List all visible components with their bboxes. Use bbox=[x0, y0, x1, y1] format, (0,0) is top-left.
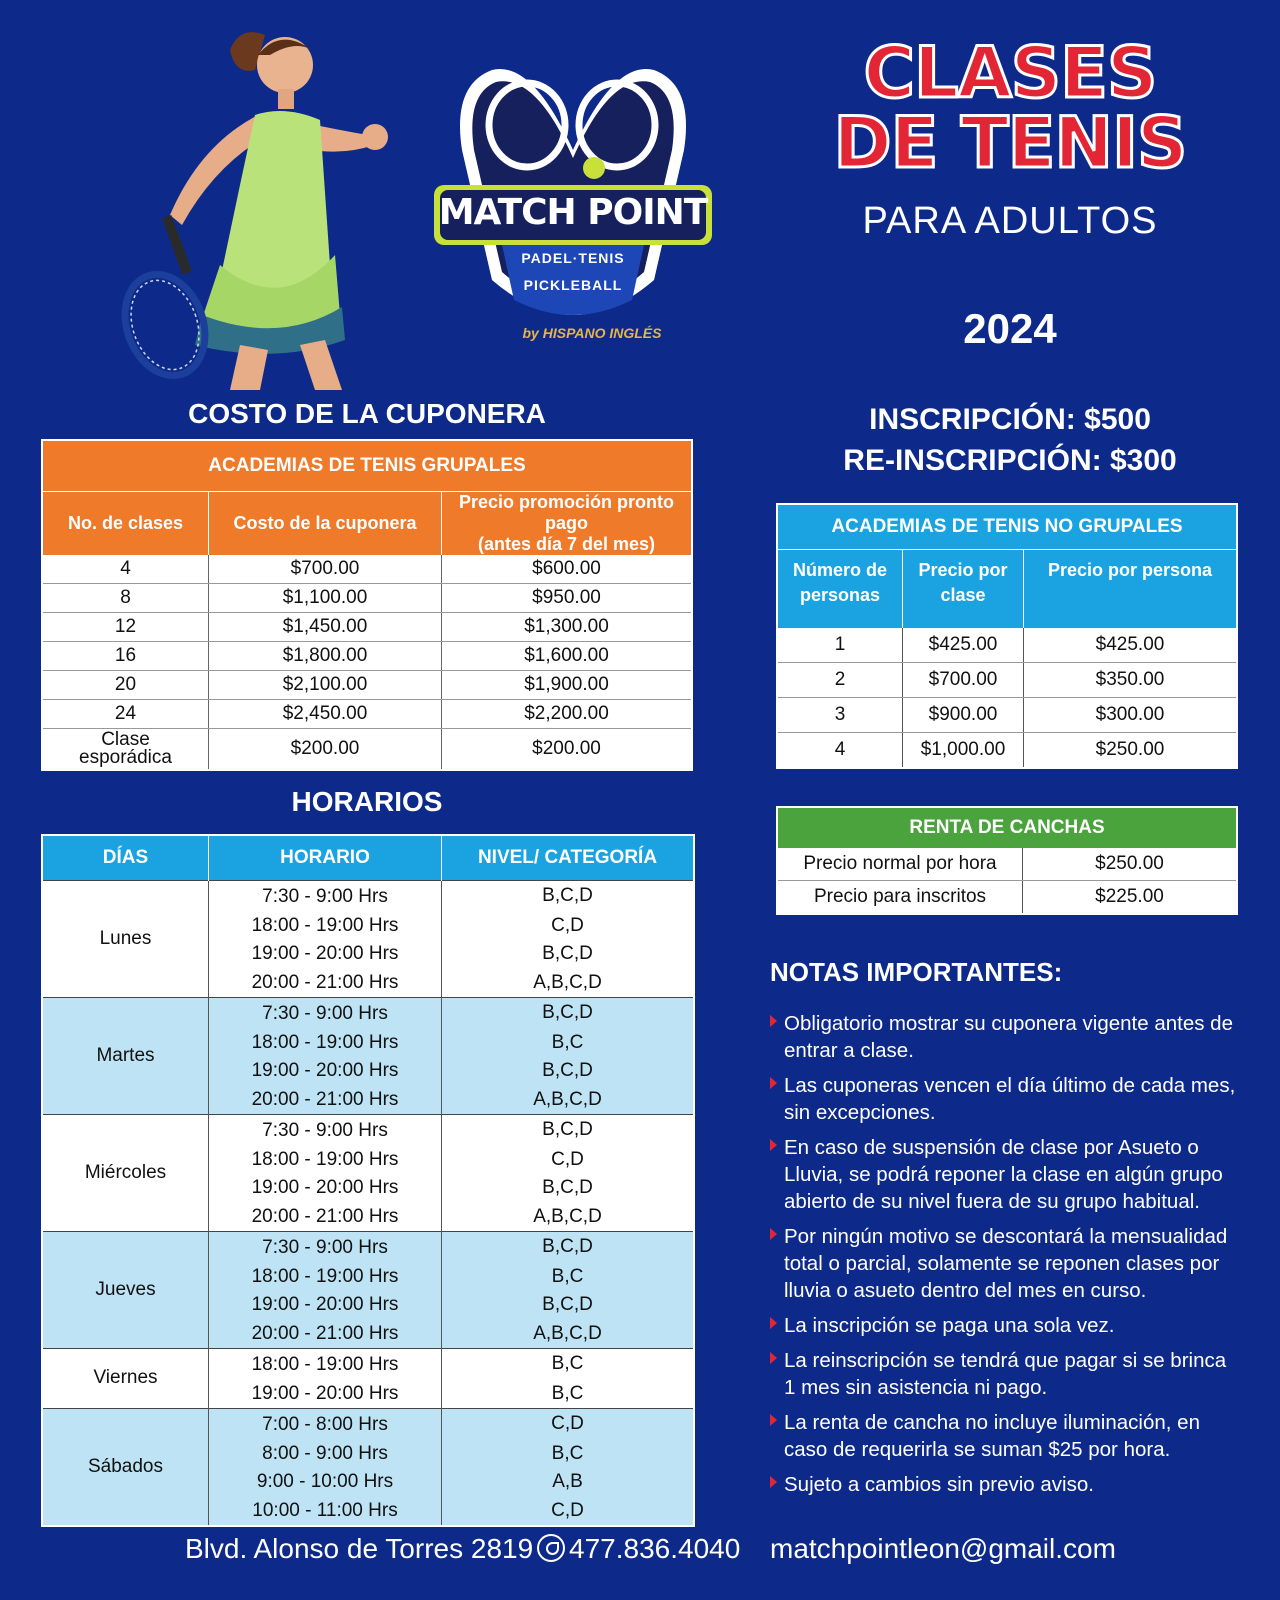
col-precio-clase-line1: Precio por bbox=[918, 560, 1008, 580]
match-point-logo bbox=[432, 40, 714, 350]
col-nivel: NIVEL/ CATEGORÍA bbox=[442, 835, 695, 881]
note-text: La inscripción se paga una sola vez. bbox=[784, 1314, 1115, 1337]
cell-persona: $350.00 bbox=[1024, 663, 1238, 698]
cell-horario: 18:00 - 19:00 Hrs bbox=[209, 1029, 442, 1058]
list-item bbox=[770, 1312, 1240, 1339]
horarios-section-title: HORARIOS bbox=[291, 786, 443, 817]
list-item bbox=[770, 1010, 1240, 1064]
phone-number: 477.836.4040 bbox=[569, 1533, 741, 1564]
cell-label: Precio para inscritos bbox=[777, 881, 1023, 915]
footer-phone bbox=[537, 1533, 740, 1565]
table-row bbox=[777, 628, 1237, 663]
bullet-icon bbox=[770, 1317, 777, 1329]
bullet-icon bbox=[770, 1228, 777, 1240]
no-grupales-table bbox=[776, 503, 1238, 769]
bullet-icon bbox=[770, 1414, 777, 1426]
cell-price: $225.00 bbox=[1023, 881, 1238, 915]
col-precio-clase-line2: clase bbox=[940, 585, 986, 605]
col-promo-line1: Precio promoción pronto pago bbox=[458, 492, 674, 533]
cell-horario: 20:00 - 21:00 Hrs bbox=[209, 1203, 442, 1232]
list-item bbox=[770, 1223, 1240, 1304]
cell-horario: 10:00 - 11:00 Hrs bbox=[209, 1497, 442, 1527]
title-line2: DE TENIS bbox=[833, 102, 1187, 184]
year: 2024 bbox=[963, 305, 1057, 352]
inscripcion-price: INSCRIPCIÓN: $500 bbox=[869, 403, 1151, 436]
cell-nivel: A,B,C,D bbox=[442, 1320, 695, 1349]
cell-horario: 7:30 - 9:00 Hrs bbox=[209, 998, 442, 1029]
cell-clase: $700.00 bbox=[903, 663, 1024, 698]
table-row bbox=[42, 671, 692, 700]
cell-personas: 3 bbox=[777, 698, 903, 733]
table-row bbox=[42, 700, 692, 729]
cell-nivel: B,C bbox=[442, 1029, 695, 1058]
esporadica-line1: Clase bbox=[101, 729, 150, 750]
cell-horario: 7:00 - 8:00 Hrs bbox=[209, 1409, 442, 1440]
cell-horario: 7:30 - 9:00 Hrs bbox=[209, 881, 442, 912]
cell-nivel: B,C,D bbox=[442, 1174, 695, 1203]
renta-canchas-table bbox=[776, 806, 1238, 915]
cell-horario: 8:00 - 9:00 Hrs bbox=[209, 1440, 442, 1469]
notas-list bbox=[770, 1010, 1240, 1506]
cell-nivel: C,D bbox=[442, 1497, 695, 1527]
whatsapp-icon bbox=[537, 1534, 565, 1562]
table-row bbox=[777, 733, 1237, 769]
list-item bbox=[770, 1409, 1240, 1463]
table-row bbox=[42, 1409, 694, 1440]
list-item bbox=[770, 1347, 1240, 1401]
cell-nivel: C,D bbox=[442, 912, 695, 941]
table-row bbox=[42, 584, 692, 613]
reinscripcion-price: RE-INSCRIPCIÓN: $300 bbox=[843, 444, 1177, 477]
cell-personas: 4 bbox=[777, 733, 903, 769]
cell-costo: $700.00 bbox=[209, 555, 442, 584]
cell-clases: 20 bbox=[42, 671, 209, 700]
cell-nivel: A,B,C,D bbox=[442, 1086, 695, 1115]
cell-horario: 19:00 - 20:00 Hrs bbox=[209, 1291, 442, 1320]
cell-nivel: A,B bbox=[442, 1468, 695, 1497]
cuponera-table-title: ACADEMIAS DE TENIS GRUPALES bbox=[42, 440, 692, 492]
cell-day: Martes bbox=[42, 998, 209, 1115]
cell-label: Precio normal por hora bbox=[777, 848, 1023, 881]
cell-nivel: B,C bbox=[442, 1440, 695, 1469]
cell-nivel: B,C,D bbox=[442, 1291, 695, 1320]
table-row bbox=[42, 1232, 694, 1263]
note-text: Sujeto a cambios sin previo aviso. bbox=[784, 1473, 1094, 1496]
table-row bbox=[777, 881, 1237, 915]
cell-horario: 7:30 - 9:00 Hrs bbox=[209, 1232, 442, 1263]
tennis-player-illustration bbox=[90, 15, 410, 390]
cell-clase: $900.00 bbox=[903, 698, 1024, 733]
cell-day: Lunes bbox=[42, 881, 209, 998]
cell-nivel: A,B,C,D bbox=[442, 1203, 695, 1232]
list-item bbox=[770, 1072, 1240, 1126]
table-row bbox=[42, 1349, 694, 1380]
cell-esporadica bbox=[42, 729, 209, 771]
cell-promo: $1,600.00 bbox=[442, 642, 693, 671]
cell-horario: 18:00 - 19:00 Hrs bbox=[209, 1263, 442, 1292]
cell-horario: 19:00 - 20:00 Hrs bbox=[209, 1380, 442, 1409]
col-horario: HORARIO bbox=[209, 835, 442, 881]
col-num-clases: No. de clases bbox=[42, 492, 209, 556]
list-item bbox=[770, 1471, 1240, 1498]
cell-nivel: B,C bbox=[442, 1380, 695, 1409]
cell-costo: $2,100.00 bbox=[209, 671, 442, 700]
table-row bbox=[777, 698, 1237, 733]
no-grupales-table-title: ACADEMIAS DE TENIS NO GRUPALES bbox=[777, 504, 1237, 550]
col-precio-clase bbox=[903, 550, 1024, 629]
cell-horario: 18:00 - 19:00 Hrs bbox=[209, 1146, 442, 1175]
cell-clases: 8 bbox=[42, 584, 209, 613]
cell-horario: 19:00 - 20:00 Hrs bbox=[209, 940, 442, 969]
cell-horario: 20:00 - 21:00 Hrs bbox=[209, 1086, 442, 1115]
cell-horario: 18:00 - 19:00 Hrs bbox=[209, 1349, 442, 1380]
cell-clases: 24 bbox=[42, 700, 209, 729]
col-promo bbox=[442, 492, 693, 556]
cell-persona: $425.00 bbox=[1024, 628, 1238, 663]
cell-promo: $600.00 bbox=[442, 555, 693, 584]
subtitle: PARA ADULTOS bbox=[862, 200, 1158, 242]
bullet-icon bbox=[770, 1352, 777, 1364]
cell-costo: $1,100.00 bbox=[209, 584, 442, 613]
cell-horario: 9:00 - 10:00 Hrs bbox=[209, 1468, 442, 1497]
bullet-icon bbox=[770, 1476, 777, 1488]
notas-title: NOTAS IMPORTANTES: bbox=[770, 957, 1063, 987]
cell-day: Miércoles bbox=[42, 1115, 209, 1232]
note-text: Las cuponeras vencen el día último de cada mes, sin excepciones. bbox=[784, 1074, 1236, 1124]
cell-costo: $2,450.00 bbox=[209, 700, 442, 729]
esporadica-line2: esporádica bbox=[79, 747, 172, 768]
note-text: La renta de cancha no incluye iluminación, en caso de requerirla se suman $25 por hora. bbox=[784, 1411, 1200, 1461]
title-line1: CLASES bbox=[863, 32, 1157, 114]
table-row bbox=[42, 1115, 694, 1146]
cell-costo: $1,800.00 bbox=[209, 642, 442, 671]
cell-costo: $1,450.00 bbox=[209, 613, 442, 642]
table-row bbox=[42, 998, 694, 1029]
note-text: En caso de suspensión de clase por Asueto o Lluvia, se podrá reponer la clase en algún grupo abierto de su nivel fuera de su grupo habitual. bbox=[784, 1136, 1223, 1213]
cell-promo: $1,900.00 bbox=[442, 671, 693, 700]
bullet-icon bbox=[770, 1015, 777, 1027]
note-text: Obligatorio mostrar su cuponera vigente antes de entrar a clase. bbox=[784, 1012, 1233, 1062]
cell-nivel: B,C,D bbox=[442, 1115, 695, 1146]
col-num-personas-line1: Número de bbox=[792, 560, 888, 580]
cell-nivel: A,B,C,D bbox=[442, 969, 695, 998]
table-row bbox=[42, 613, 692, 642]
cell-personas: 1 bbox=[777, 628, 903, 663]
cell-clase: $425.00 bbox=[903, 628, 1024, 663]
cell-horario: 20:00 - 21:00 Hrs bbox=[209, 969, 442, 998]
renta-canchas-title: RENTA DE CANCHAS bbox=[777, 807, 1237, 848]
cell-nivel: B,C,D bbox=[442, 881, 695, 912]
cell-nivel: C,D bbox=[442, 1409, 695, 1440]
table-row bbox=[42, 555, 692, 584]
cell-nivel: B,C,D bbox=[442, 1057, 695, 1086]
logo-line2: PICKLEBALL bbox=[523, 277, 623, 293]
cell-nivel: C,D bbox=[442, 1146, 695, 1175]
cell-clases: 12 bbox=[42, 613, 209, 642]
main-title bbox=[820, 32, 1200, 184]
horarios-table bbox=[41, 834, 695, 1527]
footer-address: Blvd. Alonso de Torres 2819 bbox=[185, 1533, 534, 1564]
cell-nivel: B,C bbox=[442, 1263, 695, 1292]
cell-clase: $1,000.00 bbox=[903, 733, 1024, 769]
logo-line1: PADEL·TENIS bbox=[521, 250, 625, 266]
cell-promo: $950.00 bbox=[442, 584, 693, 613]
col-num-personas bbox=[777, 550, 903, 629]
cell-promo: $2,200.00 bbox=[442, 700, 693, 729]
cell-costo: $200.00 bbox=[209, 729, 442, 771]
cell-horario: 18:00 - 19:00 Hrs bbox=[209, 912, 442, 941]
table-row bbox=[42, 881, 694, 912]
cell-clases: 16 bbox=[42, 642, 209, 671]
cuponera-table bbox=[41, 439, 693, 771]
cell-nivel: B,C bbox=[442, 1349, 695, 1380]
note-text: La reinscripción se tendrá que pagar si se brinca 1 mes sin asistencia ni pago. bbox=[784, 1349, 1227, 1399]
table-row bbox=[42, 642, 692, 671]
cuponera-section-title: COSTO DE LA CUPONERA bbox=[188, 398, 546, 429]
col-dias: DÍAS bbox=[42, 835, 209, 881]
list-item bbox=[770, 1134, 1240, 1215]
footer-email[interactable]: matchpointleon@gmail.com bbox=[770, 1533, 1116, 1564]
cell-persona: $300.00 bbox=[1024, 698, 1238, 733]
cell-nivel: B,C,D bbox=[442, 940, 695, 969]
cell-personas: 2 bbox=[777, 663, 903, 698]
cell-day: Jueves bbox=[42, 1232, 209, 1349]
cell-promo: $1,300.00 bbox=[442, 613, 693, 642]
col-precio-persona: Precio por persona bbox=[1024, 550, 1238, 629]
cell-day: Sábados bbox=[42, 1409, 209, 1527]
note-text: Por ningún motivo se descontará la mensualidad total o parcial, solamente se reponen clases por lluvia o asueto dentro del mes en curso. bbox=[784, 1225, 1228, 1302]
bullet-icon bbox=[770, 1077, 777, 1089]
cell-horario: 19:00 - 20:00 Hrs bbox=[209, 1057, 442, 1086]
cell-horario: 19:00 - 20:00 Hrs bbox=[209, 1174, 442, 1203]
cell-day: Viernes bbox=[42, 1349, 209, 1409]
cell-nivel: B,C,D bbox=[442, 1232, 695, 1263]
col-promo-line2: (antes día 7 del mes) bbox=[477, 534, 656, 554]
cell-clases: 4 bbox=[42, 555, 209, 584]
logo-name: MATCH POINT bbox=[438, 192, 708, 233]
cell-persona: $250.00 bbox=[1024, 733, 1238, 769]
table-row bbox=[42, 729, 692, 771]
table-row bbox=[777, 663, 1237, 698]
cell-promo: $200.00 bbox=[442, 729, 693, 771]
logo-by-line: by HISPANO INGLÉS bbox=[522, 325, 662, 341]
cell-nivel: B,C,D bbox=[442, 998, 695, 1029]
cell-horario: 7:30 - 9:00 Hrs bbox=[209, 1115, 442, 1146]
table-row bbox=[777, 848, 1237, 881]
bullet-icon bbox=[770, 1139, 777, 1151]
cell-horario: 20:00 - 21:00 Hrs bbox=[209, 1320, 442, 1349]
col-costo: Costo de la cuponera bbox=[209, 492, 442, 556]
cell-price: $250.00 bbox=[1023, 848, 1238, 881]
col-num-personas-line2: personas bbox=[799, 585, 881, 605]
